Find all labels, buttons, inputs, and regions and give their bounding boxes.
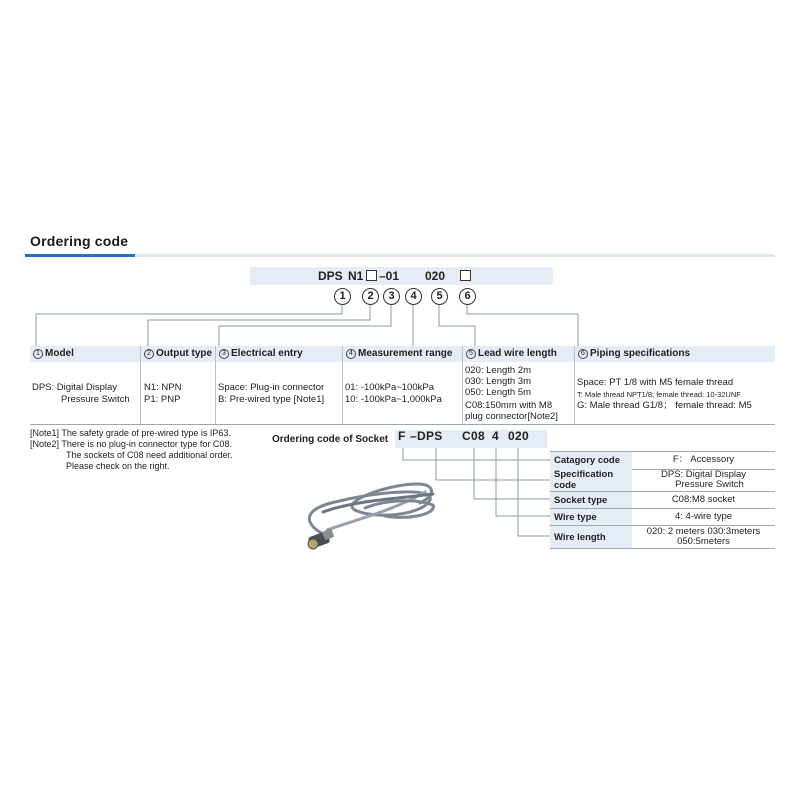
socket-row-socket-type: Socket type C08:M8 socket [550, 492, 775, 509]
header-electrical-entry: 3 Electrical entry [215, 346, 342, 362]
cell-model-1: DPS: Digital Display [32, 382, 117, 393]
note-4: Please check on the right. [66, 461, 170, 471]
note-3: The sockets of C08 need additional order. [66, 450, 233, 460]
socket-row-wire-type: Wire type 4: 4-wire type [550, 509, 775, 526]
col-divider [574, 346, 575, 424]
circle-1: 1 [334, 288, 351, 305]
cell-electrical-1: Space: Plug-in connector [218, 382, 325, 393]
socket-code-4: 4 [492, 429, 499, 443]
col-divider [215, 346, 216, 424]
cable-image [295, 470, 445, 555]
circle-4: 4 [405, 288, 422, 305]
notes [30, 428, 233, 472]
code-part1: N1 [348, 269, 364, 283]
cell-output-1: N1: NPN [144, 382, 182, 393]
table-bottom-rule [30, 424, 775, 425]
cell-piping-2: T: Male thread NPT1/8; female thread: 10-32UNF [577, 390, 741, 399]
header-output-type: 2 Output type [140, 346, 215, 362]
socket-code-dps: –DPS [410, 429, 443, 443]
socket-row-wire-length: Wire length 020: 2 meters 030:3meters 050:5meters [550, 526, 775, 549]
note-1: [Note1] The safety grade of pre-wired type is IP63. [30, 428, 231, 438]
cell-range-2: 10: -100kPa~1,000kPa [345, 394, 442, 405]
cell-electrical-2: B: Pre-wired type [Note1] [218, 394, 325, 405]
circle-3: 3 [383, 288, 400, 305]
header-measurement-range: 4 Measurement range [342, 346, 462, 362]
socket-code-c08: C08 [462, 429, 485, 443]
col-divider [140, 346, 141, 424]
socket-code-020: 020 [508, 429, 529, 443]
socket-row-specification: Specification code DPS: Digital Display Pressure Switch [550, 469, 775, 492]
cell-lead-3: 050: Length 5m [465, 387, 532, 398]
cell-lead-1: 020: Length 2m [465, 365, 532, 376]
code-part3: 020 [425, 269, 446, 283]
cell-piping-1: Space: PT 1/8 with M5 female thread [577, 377, 734, 388]
cell-range-1: 01: -100kPa~100kPa [345, 382, 434, 393]
circle-6: 6 [459, 288, 476, 305]
connector-tip [308, 539, 318, 549]
section-title: Ordering code [30, 233, 129, 249]
header-piping-specifications: 6 Piping specifications [574, 346, 775, 362]
header-lead-wire-length: 5 Lead wire length [462, 346, 574, 362]
cell-lead-4: C08:150mm with M8 [465, 400, 553, 411]
cell-piping-3: G: Male thread G1/8； female thread: M5 [577, 400, 752, 411]
socket-code-f: F [398, 429, 406, 443]
socket-title: Ordering code of Socket [272, 434, 389, 445]
cell-lead-5: plug connector[Note2] [465, 411, 558, 422]
col-divider [342, 346, 343, 424]
col-divider [462, 346, 463, 424]
cell-output-2: P1: PNP [144, 394, 181, 405]
cell-model-2: Pressure Switch [61, 394, 130, 405]
header-model: 1 Model [30, 346, 140, 362]
socket-row-category: Catagory code F： Accessory [550, 451, 775, 470]
cell-lead-2: 030: Length 3m [465, 376, 532, 387]
code-part2: –01 [379, 269, 400, 283]
circle-2: 2 [362, 288, 379, 305]
note-2: [Note2] There is no plug-in connector type for C08. [30, 439, 232, 449]
circle-5: 5 [431, 288, 448, 305]
code-prefix: DPS [318, 269, 343, 283]
